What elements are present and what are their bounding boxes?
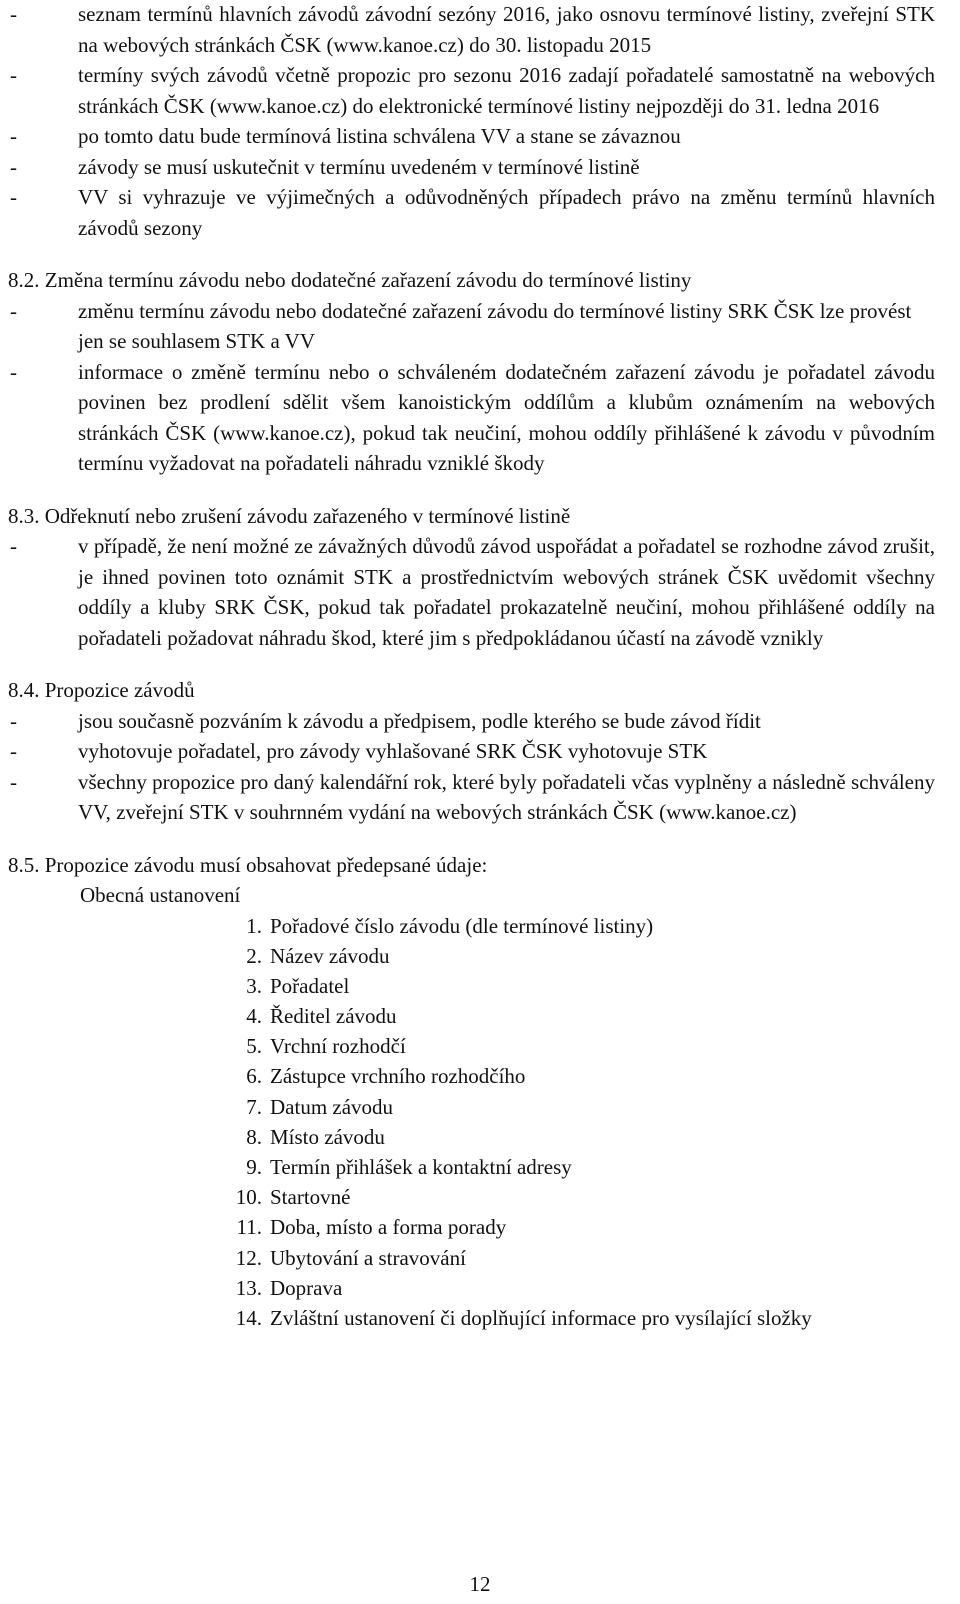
item-text: Doprava bbox=[270, 1275, 343, 1300]
section-heading: 8.3. Odřeknutí nebo zrušení závodu zařazeného v termínové listině bbox=[8, 503, 571, 528]
item-text: Pořadové číslo závodu (dle termínové listiny) bbox=[270, 913, 654, 938]
list-item: - VV si vyhrazuje ve výjimečných a odůvodněných případech právo na změnu termínů hlavních závodů sezony bbox=[8, 182, 935, 243]
bullet-text: vyhotovuje pořadatel, pro závody vyhlašované SRK ČSK vyhotovuje STK bbox=[78, 739, 708, 763]
item-number: 4. bbox=[246, 1004, 262, 1029]
list-item: - vyhotovuje pořadatel, pro závody vyhlašované SRK ČSK vyhotovuje STK bbox=[8, 736, 935, 767]
list-item: - všechny propozice pro daný kalendářní rok, které byly pořadateli včas vyplněny a následně schváleny VV, zveřejní STK v souhrnném vydání na webových stránkách ČSK (www.kanoe.cz) bbox=[8, 767, 935, 828]
bullet-text: termíny svých závodů včetně propozic pro sezonu 2016 zadají pořadatelé samostatně na webových stránkách ČSK (www.kanoe.cz) do elektronické termínové listiny nejpozději do 31. ledna 2016 bbox=[78, 63, 935, 118]
bullet-text: VV si vyhrazuje ve výjimečných a odůvodněných případech právo na změnu termínů hlavních závodů sezony bbox=[78, 185, 935, 240]
list-item: - změnu termínu závodu nebo dodatečné zařazení závodu do termínové listiny SRK ČSK lze provést jen se souhlasem STK a VV bbox=[8, 296, 935, 357]
item-number: 2. bbox=[246, 943, 262, 968]
intro-bullet-list bbox=[8, 0, 935, 243]
item-number: 6. bbox=[246, 1064, 262, 1089]
section-8-2 bbox=[8, 265, 935, 479]
item-number: 14. bbox=[235, 1305, 262, 1330]
section-8-5 bbox=[8, 850, 935, 1334]
item-text: Místo závodu bbox=[270, 1124, 385, 1149]
list-item bbox=[8, 1182, 935, 1212]
item-text: Datum závodu bbox=[270, 1094, 394, 1119]
item-number: 9. bbox=[246, 1155, 262, 1179]
item-text: Zvláštní ustanovení či doplňující informace pro vysílající složky bbox=[270, 1305, 812, 1330]
item-text: Ředitel závodu bbox=[270, 1004, 397, 1029]
item-number: 10. bbox=[235, 1185, 262, 1210]
bullet-text: jsou současně pozváním k závodu a předpisem, podle kterého se bude závod řídit bbox=[78, 708, 761, 733]
item-number: 5. bbox=[246, 1034, 262, 1059]
page-number: 12 bbox=[469, 1572, 491, 1596]
list-item bbox=[8, 1001, 935, 1031]
list-item bbox=[8, 1031, 935, 1061]
item-number: 1. bbox=[246, 913, 262, 938]
list-item: - informace o změně termínu nebo o schváleném dodatečném zařazení závodu je pořadatel závodu povinen bez prodlení sdělit všem kanoistickým oddílům a klubům oznámením na webových stránkách ČSK (www.kanoe.cz), pokud tak neučiní, mohou oddíly přihlášené k závodu v původním termínu vyžadovat na pořadateli náhradu vzniklé škody bbox=[8, 357, 935, 479]
item-text: Doba, místo a forma porady bbox=[270, 1215, 507, 1240]
section-heading: 8.2. Změna termínu závodu nebo dodatečné zařazení závodu do termínové listiny bbox=[8, 268, 692, 292]
list-item bbox=[8, 1061, 935, 1091]
bullet-text: změnu termínu závodu nebo dodatečné zařazení závodu do termínové listiny SRK ČSK lze provést jen se souhlasem STK a VV bbox=[78, 298, 912, 353]
bullet-text: všechny propozice pro daný kalendářní rok, které byly pořadateli včas vyplněny a následně schváleny VV, zveřejní STK v souhrnném vydání na webových stránkách ČSK (www.kanoe.cz) bbox=[78, 769, 935, 824]
list-item: - v případě, že není možné ze závažných důvodů závod uspořádat a pořadatel se rozhodne závod zrušit, je ihned povinen toto oznámit STK a prostřednictvím webových stránek ČSK uvědomit všechny oddíly a kluby SRK ČSK, pokud tak pořadatel prokazatelně neučiní, mohou přihlášené oddíly na pořadateli požadovat náhradu škod, které jim s předpokládanou účastí na závodě vznikly bbox=[8, 531, 935, 653]
list-item bbox=[8, 1273, 935, 1303]
page-content bbox=[8, 0, 935, 1333]
list-item: - po tomto datu bude termínová listina schválena VV a stane se závaznou bbox=[8, 121, 935, 152]
item-text: Pořadatel bbox=[270, 973, 350, 998]
bullet-text: seznam termínů hlavních závodů závodní sezóny 2016, jako osnovu termínové listiny, zveřejní STK na webových stránkách ČSK (www.kanoe.cz) do 30. listopadu 2015 bbox=[78, 2, 935, 57]
item-text: Termín přihlášek a kontaktní adresy bbox=[270, 1155, 572, 1179]
list-item: - jsou současně pozváním k závodu a předpisem, podle kterého se bude závod řídit bbox=[8, 706, 935, 737]
item-number: 7. bbox=[246, 1094, 262, 1119]
list-item: - seznam termínů hlavních závodů závodní sezóny 2016, jako osnovu termínové listiny, zveřejní STK na webových stránkách ČSK (www.kanoe.cz) do 30. listopadu 2015 bbox=[8, 0, 935, 60]
list-item bbox=[8, 1122, 935, 1152]
list-item: - závody se musí uskutečnit v termínu uvedeném v termínové listině bbox=[8, 152, 935, 183]
item-text: Startovné bbox=[270, 1185, 351, 1210]
section-heading: 8.4. Propozice závodů bbox=[8, 678, 195, 702]
bullet-text: v případě, že není možné ze závažných důvodů závod uspořádat a pořadatel se rozhodne závod zrušit, je ihned povinen toto oznámit STK a prostřednictvím webových stránek ČSK uvědomit všechny oddíly a kluby SRK ČSK, pokud tak pořadatel prokazatelně neučiní, mohou přihlášené oddíly na pořadateli požadovat náhradu škod, které jim s předpokládanou účastí na závodě vznikly bbox=[78, 534, 935, 650]
item-number: 8. bbox=[246, 1124, 262, 1149]
item-text: Zástupce vrchního rozhodčího bbox=[270, 1064, 526, 1089]
subheading: Obecná ustanovení bbox=[80, 883, 241, 907]
item-text: Ubytování a stravování bbox=[270, 1245, 466, 1270]
bullet-text: závody se musí uskutečnit v termínu uvedeném v termínové listině bbox=[78, 154, 640, 179]
list-item bbox=[8, 911, 935, 941]
item-text: Vrchní rozhodčí bbox=[270, 1034, 406, 1059]
list-item bbox=[8, 1152, 935, 1182]
list-item bbox=[8, 1212, 935, 1242]
item-number: 3. bbox=[246, 973, 262, 998]
section-heading: 8.5. Propozice závodu musí obsahovat předepsané údaje: bbox=[8, 852, 488, 877]
list-item bbox=[8, 1092, 935, 1122]
list-item bbox=[8, 941, 935, 971]
list-item bbox=[8, 971, 935, 1001]
bullet-text: informace o změně termínu nebo o schváleném dodatečném zařazení závodu je pořadatel závodu povinen bez prodlení sdělit všem kanoistickým oddílům a klubům oznámením na webových stránkách ČSK (www.kanoe.cz), pokud tak neučiní, mohou oddíly přihlášené k závodu v původním termínu vyžadovat na pořadateli náhradu vzniklé škody bbox=[78, 359, 935, 475]
item-text: Název závodu bbox=[270, 943, 390, 968]
section-8-3 bbox=[8, 501, 935, 654]
bullet-text: po tomto datu bude termínová listina schválena VV a stane se závaznou bbox=[78, 124, 681, 148]
section-8-4 bbox=[8, 675, 935, 828]
item-number: 12. bbox=[235, 1245, 262, 1270]
list-item bbox=[8, 1243, 935, 1273]
numbered-list bbox=[8, 911, 935, 1334]
list-item: - termíny svých závodů včetně propozic pro sezonu 2016 zadají pořadatelé samostatně na webových stránkách ČSK (www.kanoe.cz) do elektronické termínové listiny nejpozději do 31. ledna 2016 bbox=[8, 60, 935, 121]
list-item bbox=[8, 1303, 935, 1333]
item-number: 13. bbox=[235, 1275, 262, 1300]
item-number: 11. bbox=[236, 1215, 262, 1240]
